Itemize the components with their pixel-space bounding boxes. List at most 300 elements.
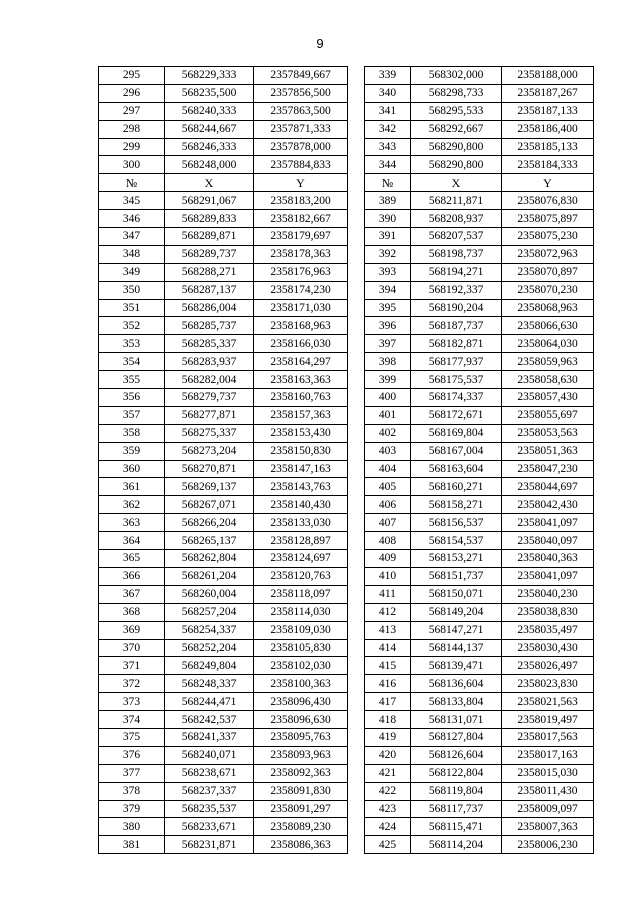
cell-number: 423 bbox=[365, 800, 411, 818]
cell-number: 346 bbox=[99, 210, 165, 228]
cell-y: 2358070,230 bbox=[502, 281, 594, 299]
table-row bbox=[99, 836, 348, 854]
cell-x: 568198,737 bbox=[411, 245, 502, 263]
cell-number: 380 bbox=[99, 818, 165, 836]
table-row bbox=[99, 621, 348, 639]
cell-number: 390 bbox=[365, 210, 411, 228]
cell-number: 371 bbox=[99, 657, 165, 675]
cell-x: 568277,871 bbox=[165, 406, 254, 424]
cell-x: 568160,271 bbox=[411, 478, 502, 496]
cell-y: 2358114,030 bbox=[254, 603, 348, 621]
cell-number: 399 bbox=[365, 371, 411, 389]
table-row bbox=[99, 67, 348, 85]
cell-x: 568139,471 bbox=[411, 657, 502, 675]
cell-y: 2357856,500 bbox=[254, 84, 348, 102]
cell-x: 568233,671 bbox=[165, 818, 254, 836]
cell-x: 568262,804 bbox=[165, 550, 254, 568]
cell-number: 368 bbox=[99, 603, 165, 621]
left-table-body bbox=[99, 67, 348, 854]
cell-x: 568131,071 bbox=[411, 711, 502, 729]
cell-number: 353 bbox=[99, 335, 165, 353]
table-row bbox=[99, 406, 348, 424]
cell-y: 2358058,630 bbox=[502, 371, 594, 389]
cell-number: 341 bbox=[365, 102, 411, 120]
cell-y: 2358035,497 bbox=[502, 621, 594, 639]
right-table-body bbox=[365, 67, 594, 854]
table-row bbox=[99, 567, 348, 585]
cell-x: 568279,737 bbox=[165, 389, 254, 407]
cell-x: 568254,337 bbox=[165, 621, 254, 639]
cell-x: 568252,204 bbox=[165, 639, 254, 657]
table-header-row bbox=[99, 174, 348, 192]
cell-y: 2358184,333 bbox=[502, 156, 594, 174]
table-row bbox=[365, 532, 594, 550]
table-row bbox=[99, 818, 348, 836]
table-row bbox=[99, 120, 348, 138]
cell-y: 2358157,363 bbox=[254, 406, 348, 424]
table-row bbox=[99, 693, 348, 711]
table-row bbox=[365, 442, 594, 460]
table-row bbox=[365, 496, 594, 514]
cell-y: 2358187,267 bbox=[502, 84, 594, 102]
cell-y: 2358140,430 bbox=[254, 496, 348, 514]
cell-y: 2358042,430 bbox=[502, 496, 594, 514]
cell-number: 425 bbox=[365, 836, 411, 854]
cell-y: 2358124,697 bbox=[254, 550, 348, 568]
cell-y: 2358040,097 bbox=[502, 532, 594, 550]
cell-number: 424 bbox=[365, 818, 411, 836]
cell-number: 392 bbox=[365, 245, 411, 263]
cell-y: 2358183,200 bbox=[254, 192, 348, 210]
cell-x: 568282,004 bbox=[165, 371, 254, 389]
cell-y: 2358182,667 bbox=[254, 210, 348, 228]
table-row bbox=[365, 353, 594, 371]
cell-x: 568298,733 bbox=[411, 84, 502, 102]
cell-number: 373 bbox=[99, 693, 165, 711]
cell-x: 568122,804 bbox=[411, 764, 502, 782]
cell-y: 2357884,833 bbox=[254, 156, 348, 174]
table-row bbox=[99, 460, 348, 478]
table-row bbox=[365, 567, 594, 585]
cell-x: 568290,800 bbox=[411, 138, 502, 156]
cell-y: 2358055,697 bbox=[502, 406, 594, 424]
cell-y: 2358093,963 bbox=[254, 746, 348, 764]
cell-y: 2358174,230 bbox=[254, 281, 348, 299]
page-number: 9 bbox=[316, 36, 324, 51]
cell-number: 298 bbox=[99, 120, 165, 138]
cell-y: 2358091,830 bbox=[254, 782, 348, 800]
cell-y: 2358006,230 bbox=[502, 836, 594, 854]
cell-number: 414 bbox=[365, 639, 411, 657]
table-row bbox=[365, 514, 594, 532]
cell-y: 2358109,030 bbox=[254, 621, 348, 639]
table-row bbox=[365, 460, 594, 478]
cell-x: 568169,804 bbox=[411, 424, 502, 442]
cell-x: 568242,537 bbox=[165, 711, 254, 729]
table-row bbox=[365, 800, 594, 818]
cell-x: 568156,537 bbox=[411, 514, 502, 532]
cell-x: 568273,204 bbox=[165, 442, 254, 460]
cell-number: 421 bbox=[365, 764, 411, 782]
cell-number: 397 bbox=[365, 335, 411, 353]
cell-x: 568127,804 bbox=[411, 728, 502, 746]
table-row bbox=[365, 728, 594, 746]
table-row bbox=[99, 496, 348, 514]
cell-x: 568119,804 bbox=[411, 782, 502, 800]
cell-number: 391 bbox=[365, 228, 411, 246]
cell-number: 348 bbox=[99, 245, 165, 263]
table-row bbox=[99, 84, 348, 102]
cell-y: 2358059,963 bbox=[502, 353, 594, 371]
cell-number: 404 bbox=[365, 460, 411, 478]
table-row bbox=[99, 478, 348, 496]
cell-number: 347 bbox=[99, 228, 165, 246]
cell-y: 2358086,363 bbox=[254, 836, 348, 854]
table-row bbox=[365, 317, 594, 335]
cell-y: 2358160,763 bbox=[254, 389, 348, 407]
cell-number: 400 bbox=[365, 389, 411, 407]
cell-number: 419 bbox=[365, 728, 411, 746]
cell-y: 2358023,830 bbox=[502, 675, 594, 693]
cell-y: 2358057,430 bbox=[502, 389, 594, 407]
cell-x: 568290,800 bbox=[411, 156, 502, 174]
cell-y: 2358021,563 bbox=[502, 693, 594, 711]
cell-x: 568147,271 bbox=[411, 621, 502, 639]
cell-number: 398 bbox=[365, 353, 411, 371]
table-row bbox=[99, 675, 348, 693]
cell-x: 568158,271 bbox=[411, 496, 502, 514]
cell-number: 409 bbox=[365, 550, 411, 568]
coordinates-table-left bbox=[98, 66, 348, 854]
cell-number: 339 bbox=[365, 67, 411, 85]
table-row bbox=[365, 782, 594, 800]
cell-number: 362 bbox=[99, 496, 165, 514]
cell-number: 412 bbox=[365, 603, 411, 621]
cell-number: 354 bbox=[99, 353, 165, 371]
cell-x: 568283,937 bbox=[165, 353, 254, 371]
cell-x: 568177,937 bbox=[411, 353, 502, 371]
cell-y: 2358163,363 bbox=[254, 371, 348, 389]
cell-y: 2358095,763 bbox=[254, 728, 348, 746]
cell-x: 568237,337 bbox=[165, 782, 254, 800]
cell-x: 568265,137 bbox=[165, 532, 254, 550]
cell-x: 568154,537 bbox=[411, 532, 502, 550]
cell-x: 568150,071 bbox=[411, 585, 502, 603]
cell-x: 568244,667 bbox=[165, 120, 254, 138]
cell-number: 379 bbox=[99, 800, 165, 818]
coordinates-table-right bbox=[364, 66, 594, 854]
cell-y: 2358179,697 bbox=[254, 228, 348, 246]
cell-x: 568286,004 bbox=[165, 299, 254, 317]
cell-y: 2358143,763 bbox=[254, 478, 348, 496]
table-row bbox=[99, 192, 348, 210]
table-row bbox=[99, 228, 348, 246]
cell-x: X bbox=[165, 174, 254, 192]
table-row bbox=[365, 245, 594, 263]
cell-x: 568208,937 bbox=[411, 210, 502, 228]
cell-x: 568229,333 bbox=[165, 67, 254, 85]
cell-x: 568187,737 bbox=[411, 317, 502, 335]
cell-x: 568261,204 bbox=[165, 567, 254, 585]
cell-y: 2358186,400 bbox=[502, 120, 594, 138]
cell-x: 568269,137 bbox=[165, 478, 254, 496]
table-row bbox=[99, 424, 348, 442]
cell-x: 568163,604 bbox=[411, 460, 502, 478]
cell-y: 2358038,830 bbox=[502, 603, 594, 621]
table-row bbox=[99, 389, 348, 407]
cell-x: 568275,337 bbox=[165, 424, 254, 442]
cell-y: 2358026,497 bbox=[502, 657, 594, 675]
table-row bbox=[365, 675, 594, 693]
cell-x: 568133,804 bbox=[411, 693, 502, 711]
cell-x: 568285,737 bbox=[165, 317, 254, 335]
cell-number: 366 bbox=[99, 567, 165, 585]
cell-x: 568248,000 bbox=[165, 156, 254, 174]
cell-number: 407 bbox=[365, 514, 411, 532]
cell-number: 376 bbox=[99, 746, 165, 764]
cell-number: 381 bbox=[99, 836, 165, 854]
table-row bbox=[365, 711, 594, 729]
cell-x: 568151,737 bbox=[411, 567, 502, 585]
cell-y: 2358168,963 bbox=[254, 317, 348, 335]
cell-y: 2358128,897 bbox=[254, 532, 348, 550]
cell-y: Y bbox=[254, 174, 348, 192]
cell-number: 343 bbox=[365, 138, 411, 156]
table-row bbox=[365, 84, 594, 102]
cell-number: 365 bbox=[99, 550, 165, 568]
cell-y: 2358105,830 bbox=[254, 639, 348, 657]
table-row bbox=[365, 335, 594, 353]
coordinates-table bbox=[98, 66, 594, 854]
table-row bbox=[99, 245, 348, 263]
cell-number: 367 bbox=[99, 585, 165, 603]
cell-number: 360 bbox=[99, 460, 165, 478]
cell-x: 568117,737 bbox=[411, 800, 502, 818]
cell-number: № bbox=[365, 174, 411, 192]
cell-x: 568167,004 bbox=[411, 442, 502, 460]
cell-y: 2358176,963 bbox=[254, 263, 348, 281]
table-row bbox=[99, 210, 348, 228]
table-row bbox=[365, 389, 594, 407]
table-row bbox=[99, 281, 348, 299]
table-row bbox=[365, 263, 594, 281]
cell-x: 568302,000 bbox=[411, 67, 502, 85]
cell-number: 417 bbox=[365, 693, 411, 711]
table-row bbox=[365, 585, 594, 603]
table-row bbox=[365, 603, 594, 621]
cell-number: 369 bbox=[99, 621, 165, 639]
table-row bbox=[365, 371, 594, 389]
cell-x: 568136,604 bbox=[411, 675, 502, 693]
cell-y: 2358185,133 bbox=[502, 138, 594, 156]
cell-y: 2358091,297 bbox=[254, 800, 348, 818]
cell-x: 568194,271 bbox=[411, 263, 502, 281]
cell-x: 568267,071 bbox=[165, 496, 254, 514]
table-row bbox=[365, 120, 594, 138]
cell-y: 2358100,363 bbox=[254, 675, 348, 693]
cell-x: 568289,737 bbox=[165, 245, 254, 263]
cell-x: 568241,337 bbox=[165, 728, 254, 746]
table-row bbox=[99, 764, 348, 782]
cell-y: 2358076,830 bbox=[502, 192, 594, 210]
table-row bbox=[99, 782, 348, 800]
table-row bbox=[99, 335, 348, 353]
cell-x: 568295,533 bbox=[411, 102, 502, 120]
cell-number: 344 bbox=[365, 156, 411, 174]
cell-number: 413 bbox=[365, 621, 411, 639]
cell-x: X bbox=[411, 174, 502, 192]
cell-number: 402 bbox=[365, 424, 411, 442]
cell-number: 296 bbox=[99, 84, 165, 102]
cell-x: 568246,333 bbox=[165, 138, 254, 156]
table-row bbox=[365, 478, 594, 496]
cell-x: 568244,471 bbox=[165, 693, 254, 711]
cell-x: 568240,333 bbox=[165, 102, 254, 120]
cell-y: 2358075,897 bbox=[502, 210, 594, 228]
cell-number: 340 bbox=[365, 84, 411, 102]
cell-number: 370 bbox=[99, 639, 165, 657]
table-row bbox=[99, 442, 348, 460]
cell-number: 405 bbox=[365, 478, 411, 496]
table-row bbox=[365, 281, 594, 299]
cell-y: 2358150,830 bbox=[254, 442, 348, 460]
cell-number: 372 bbox=[99, 675, 165, 693]
table-row bbox=[99, 317, 348, 335]
table-row bbox=[365, 138, 594, 156]
cell-number: 349 bbox=[99, 263, 165, 281]
cell-y: 2358019,497 bbox=[502, 711, 594, 729]
cell-x: 568257,204 bbox=[165, 603, 254, 621]
cell-x: 568192,337 bbox=[411, 281, 502, 299]
cell-y: 2358011,430 bbox=[502, 782, 594, 800]
table-row bbox=[365, 210, 594, 228]
cell-y: 2358166,030 bbox=[254, 335, 348, 353]
cell-x: 568289,833 bbox=[165, 210, 254, 228]
table-row bbox=[365, 764, 594, 782]
cell-number: 401 bbox=[365, 406, 411, 424]
cell-number: 389 bbox=[365, 192, 411, 210]
table-row bbox=[99, 639, 348, 657]
cell-y: 2358120,763 bbox=[254, 567, 348, 585]
cell-y: 2358092,363 bbox=[254, 764, 348, 782]
cell-number: 350 bbox=[99, 281, 165, 299]
cell-number: 394 bbox=[365, 281, 411, 299]
cell-y: 2358068,963 bbox=[502, 299, 594, 317]
cell-x: 568266,204 bbox=[165, 514, 254, 532]
cell-y: 2358064,030 bbox=[502, 335, 594, 353]
cell-x: 568285,337 bbox=[165, 335, 254, 353]
cell-number: 342 bbox=[365, 120, 411, 138]
cell-y: 2358171,030 bbox=[254, 299, 348, 317]
cell-y: 2358072,963 bbox=[502, 245, 594, 263]
table-row bbox=[99, 102, 348, 120]
cell-y: 2358153,430 bbox=[254, 424, 348, 442]
cell-y: 2358096,430 bbox=[254, 693, 348, 711]
cell-x: 568235,500 bbox=[165, 84, 254, 102]
cell-number: 403 bbox=[365, 442, 411, 460]
cell-x: 568144,137 bbox=[411, 639, 502, 657]
cell-number: 300 bbox=[99, 156, 165, 174]
table-row bbox=[99, 728, 348, 746]
cell-y: 2358147,163 bbox=[254, 460, 348, 478]
cell-y: 2358178,363 bbox=[254, 245, 348, 263]
table-row bbox=[365, 406, 594, 424]
cell-number: 415 bbox=[365, 657, 411, 675]
cell-x: 568235,537 bbox=[165, 800, 254, 818]
cell-x: 568207,537 bbox=[411, 228, 502, 246]
cell-number: 355 bbox=[99, 371, 165, 389]
cell-number: 345 bbox=[99, 192, 165, 210]
cell-y: 2358047,230 bbox=[502, 460, 594, 478]
table-row bbox=[365, 746, 594, 764]
table-header-row bbox=[365, 174, 594, 192]
cell-x: 568231,871 bbox=[165, 836, 254, 854]
table-row bbox=[365, 818, 594, 836]
cell-x: 568260,004 bbox=[165, 585, 254, 603]
cell-x: 568238,671 bbox=[165, 764, 254, 782]
cell-number: 364 bbox=[99, 532, 165, 550]
table-row bbox=[365, 192, 594, 210]
cell-y: 2358118,097 bbox=[254, 585, 348, 603]
table-row bbox=[99, 138, 348, 156]
cell-y: 2357863,500 bbox=[254, 102, 348, 120]
cell-y: 2358164,297 bbox=[254, 353, 348, 371]
cell-number: 411 bbox=[365, 585, 411, 603]
table-row bbox=[365, 836, 594, 854]
table-row bbox=[365, 299, 594, 317]
cell-x: 568175,537 bbox=[411, 371, 502, 389]
table-row bbox=[99, 263, 348, 281]
cell-x: 568190,204 bbox=[411, 299, 502, 317]
cell-y: 2358015,030 bbox=[502, 764, 594, 782]
cell-y: 2358053,563 bbox=[502, 424, 594, 442]
cell-number: 406 bbox=[365, 496, 411, 514]
cell-y: 2358030,430 bbox=[502, 639, 594, 657]
cell-y: 2358041,097 bbox=[502, 514, 594, 532]
cell-y: 2358040,363 bbox=[502, 550, 594, 568]
cell-number: 410 bbox=[365, 567, 411, 585]
cell-x: 568287,137 bbox=[165, 281, 254, 299]
cell-y: 2358187,133 bbox=[502, 102, 594, 120]
cell-number: 357 bbox=[99, 406, 165, 424]
table-row bbox=[365, 424, 594, 442]
table-row bbox=[365, 228, 594, 246]
cell-x: 568248,337 bbox=[165, 675, 254, 693]
cell-y: 2357871,333 bbox=[254, 120, 348, 138]
cell-x: 568291,067 bbox=[165, 192, 254, 210]
cell-number: 416 bbox=[365, 675, 411, 693]
table-row bbox=[99, 353, 348, 371]
table-row bbox=[99, 603, 348, 621]
cell-y: 2358017,563 bbox=[502, 728, 594, 746]
cell-number: 377 bbox=[99, 764, 165, 782]
table-row bbox=[365, 550, 594, 568]
table-row bbox=[99, 657, 348, 675]
cell-number: 361 bbox=[99, 478, 165, 496]
cell-number: 299 bbox=[99, 138, 165, 156]
table-row bbox=[99, 156, 348, 174]
cell-x: 568240,071 bbox=[165, 746, 254, 764]
cell-x: 568114,204 bbox=[411, 836, 502, 854]
table-row bbox=[365, 156, 594, 174]
table-row bbox=[99, 299, 348, 317]
cell-y: 2358070,897 bbox=[502, 263, 594, 281]
cell-x: 568153,271 bbox=[411, 550, 502, 568]
table-row bbox=[365, 102, 594, 120]
table-row bbox=[365, 657, 594, 675]
cell-number: 356 bbox=[99, 389, 165, 407]
cell-y: 2358066,630 bbox=[502, 317, 594, 335]
